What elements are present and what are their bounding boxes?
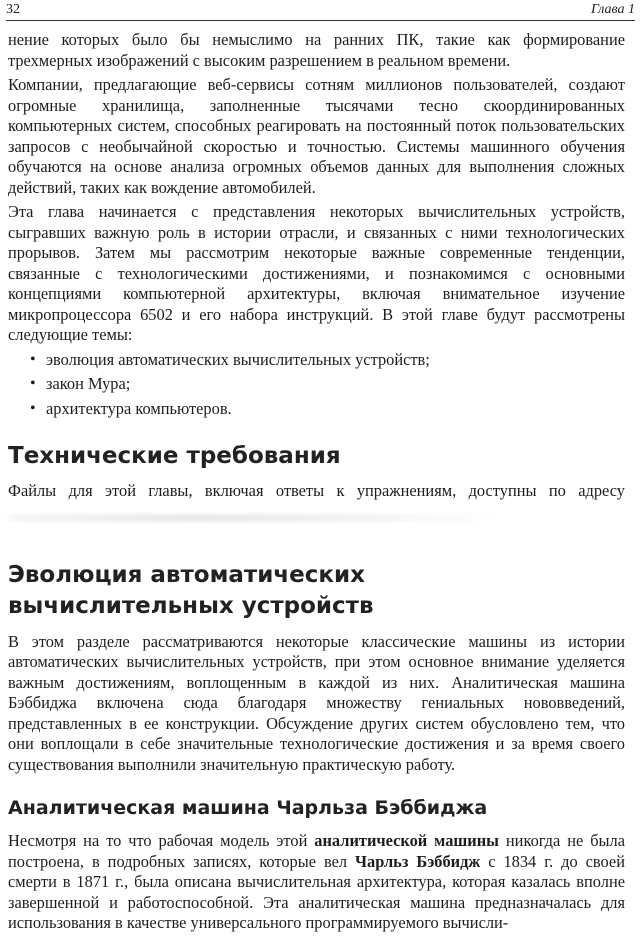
paragraph-web-services: Компании, предлагающие веб-сервисы сотням миллионов пользователей, создают огромные хранилища, заполненные тысячами тесно скоординированных компьютерных систем, способных реагировать на постоянный поток пользовательских запросов с необычайной скоростью и точностью. Системы машинного обучения обучаются на основе анализа огромных объемов данных для выполнения сложных действий, таких как вождение автомобилей.	[8, 75, 625, 197]
list-item-text: архитектура компьютеров.	[46, 398, 232, 418]
list-item-text: закон Мура;	[46, 374, 131, 393]
page-content	[8, 30, 625, 938]
babbage-bold-name: Чарльз Бэббидж	[355, 851, 481, 871]
section-heading-evolution-line1: Эволюция автоматических	[8, 561, 365, 588]
list-item	[8, 374, 625, 395]
list-item	[8, 399, 625, 420]
page-header	[6, 0, 635, 21]
paragraph-babbage	[8, 831, 625, 934]
babbage-text-2: никогда не была построена, в подробных записях, которые вел	[8, 831, 626, 871]
faded-url-line	[8, 514, 625, 522]
bullet-icon: •	[30, 399, 36, 417]
section-heading-evolution	[8, 560, 625, 622]
babbage-bold-analytical-engine: аналитической машины	[314, 831, 499, 850]
subsection-heading-babbage: Аналитическая машина Чарльза Бэббиджа	[8, 797, 488, 819]
list-item-text: эволюция автоматических вычислительных устройств;	[46, 349, 430, 369]
babbage-text-3: с 1834 г. до своей смерти в 1871 г., была описана вычислительная архитектура, которая казалась вполне завершенной и работоспособной. Эта аналитическая машина предназначалась для использования в качестве универсального программируемого вычисли-	[8, 851, 625, 932]
topics-list	[8, 350, 625, 420]
babbage-text-1: Несмотря на то что рабочая модель этой	[8, 831, 315, 850]
section-heading-evolution-line2: вычислительных устройств	[8, 592, 374, 619]
list-item	[8, 350, 625, 371]
section-heading-tech-requirements: Технические требования	[8, 443, 341, 469]
paragraph-tech-requirements: Файлы для этой главы, включая ответы к упражнениям, доступны по адресу	[8, 481, 625, 500]
bullet-icon: •	[30, 350, 36, 368]
bullet-icon: •	[30, 375, 36, 392]
paragraph-evolution: В этом разделе рассматриваются некоторые классические машины из истории автоматических вычислительных устройств, при этом основное внимание уделяется важным достижениям, воплощенным в каждой из них. Аналитическая машина Бэббиджа включена сюда благодаря множеству гениальных нововведений, представленных в ее конструкции. Обсуждение других систем обусловлено тем, что они воплощали в себе значительные технологические достижения и за время своего существования выполнили значительную практическую работу.	[8, 631, 625, 774]
chapter-label: Глава 1	[591, 2, 635, 17]
paragraph-chapter-overview: Эта глава начинается с представления некоторых вычислительных устройств, сыгравших важную роль в истории отрасли, и связанных с ними технологических прорывов. Затем мы рассмотрим некоторые важные современные тенденции, связанные с технологическими достижениями, и познакомимся с основными концепциями компьютерной архитектуры, включая внимательное изучение микропроцессора 6502 и его набора инструкций. В этой главе будут рассмотрены следующие темы:	[8, 202, 625, 344]
page-number: 32	[6, 2, 20, 17]
paragraph-intro-continued: нение которых было бы немыслимо на ранних ПК, такие как формирование трехмерных изображений с высоким разрешением в реальном времени.	[8, 30, 625, 70]
